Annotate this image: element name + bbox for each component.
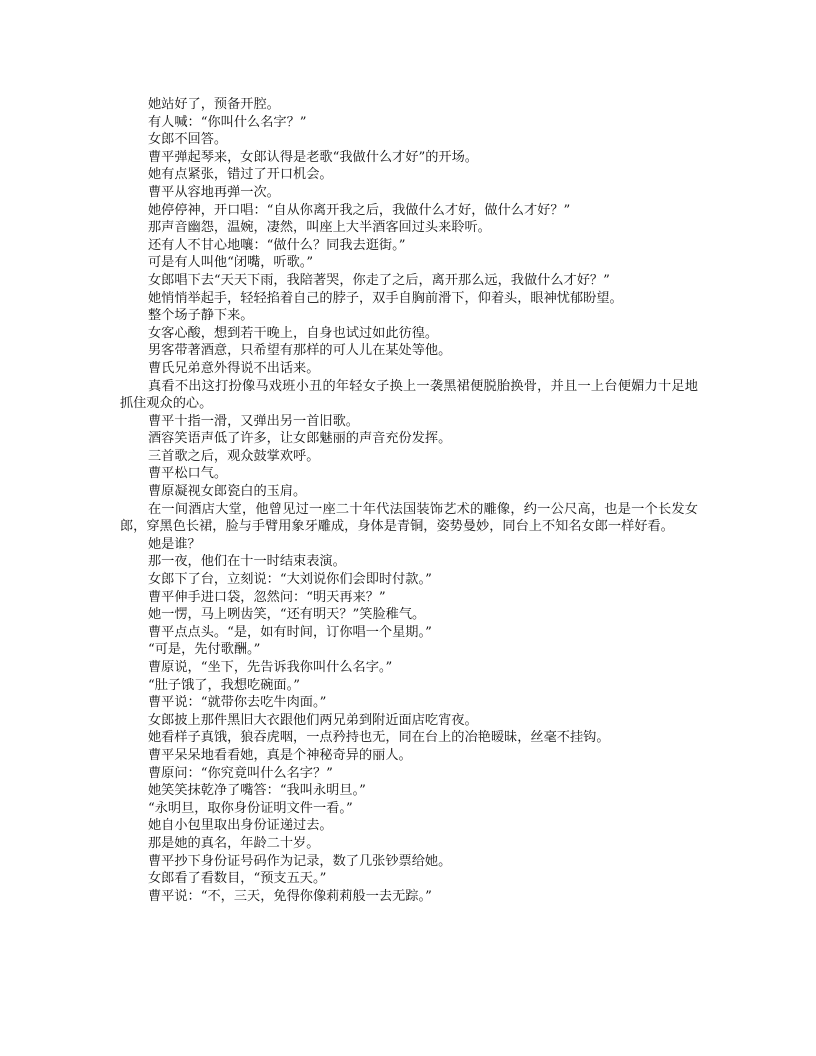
paragraph: 曹平呆呆地看看她，真是个神秘奇异的丽人。 <box>148 747 412 763</box>
paragraph: “可是，先付歌酬。” <box>148 642 261 658</box>
paragraph: 可是有人叫他“闭嘴，听歌。” <box>148 255 314 271</box>
paragraph: 女客心酸，想到若干晚上，自身也试过如此彷徨。 <box>148 325 439 341</box>
paragraph: 她笑笑抹乾净了嘴答：“我叫永明旦。” <box>148 783 366 799</box>
paragraph: 整个场子静下来。 <box>148 308 254 324</box>
paragraph: 曹氏兄弟意外得说不出话来。 <box>148 360 320 376</box>
paragraph: 酒容笑语声低了许多，让女郎魅丽的声音充份发挥。 <box>148 431 452 447</box>
paragraph: 女郎看了看数目，“预支五天。” <box>148 871 327 887</box>
paragraph: 她有点紧张，错过了开口机会。 <box>148 167 333 183</box>
paragraph: 还有人不甘心地嚷：“做什么？同我去逛街。” <box>148 237 406 253</box>
paragraph: 有人喊：“你叫什么名字？” <box>148 114 307 130</box>
paragraph: 女郎不回答。 <box>148 132 228 148</box>
paragraph: 她一愣，马上咧齿笑，“还有明天？”笑脸稚气。 <box>148 607 426 623</box>
document-page <box>120 96 698 905</box>
paragraph: 女郎下了台，立刻说：“大刘说你们会即时付款。” <box>148 572 432 588</box>
paragraph: 曹平伸手进口袋，忽然问：“明天再来？” <box>148 589 386 605</box>
paragraph: 曹原说，“坐下，先告诉我你叫什么名字。” <box>148 660 393 675</box>
paragraph: 她悄悄举起手，轻轻掐着自己的脖子，双手自胸前滑下，仰着头，眼神忧郁盼望。 <box>148 290 623 306</box>
paragraph: 她看样子真饿，狼吞虎咽，一点矜持也无，同在台上的冶艳暧昧，丝毫不挂钩。 <box>148 730 610 746</box>
paragraph: 曹平从容地再弹一次。 <box>148 184 280 200</box>
paragraph: 那声音幽怨，温婉，凄然，叫座上大半酒客回过头来聆听。 <box>148 220 491 236</box>
paragraph: 曹平抄下身份证号码作为记录，数了几张钞票给她。 <box>148 853 452 869</box>
paragraph: 在一间酒店大堂，他曾见过一座二十年代法国装饰艺术的雕像，约一公尺高，也是一个长发女郎，穿黑色长裙，脸与手臂用象牙雕成，身体是青铜，姿势曼妙，同台上不知名女郎一样好看。 <box>120 501 698 535</box>
paragraph: “肚子饿了，我想吃碗面。” <box>148 677 300 693</box>
paragraph: 女郎唱下去“天天下雨，我陪著哭，你走了之后，离开那么远，我做什么才好？” <box>148 272 610 288</box>
paragraph: 她站好了，预备开腔。 <box>148 97 280 112</box>
paragraph: 真看不出这打扮像马戏班小丑的年轻女子换上一袭黑裙便脱胎换骨，并且一上台便媚力十足地抓住观众的心。 <box>120 378 698 412</box>
paragraph: 曹平说：“就带你去吃牛肉面。” <box>148 695 327 711</box>
paragraph: 曹平点点头。“是，如有时间，订你唱一个星期。” <box>148 624 432 640</box>
paragraph: 那一夜，他们在十一时结束表演。 <box>148 554 346 570</box>
paragraph: 她自小包里取出身份证递过去。 <box>148 818 333 834</box>
paragraph: 她是谁？ <box>148 536 201 552</box>
paragraph: 三首歌之后，观众鼓掌欢呼。 <box>148 448 320 464</box>
paragraph: 曹原凝视女郎瓷白的玉肩。 <box>148 484 307 500</box>
paragraph: 曹平松口气。 <box>148 466 228 482</box>
paragraph: 曹平十指一滑，又弹出另一首旧歌。 <box>148 413 359 429</box>
paragraph: 她停停神，开口唱：“自从你离开我之后，我做什么才好，做什么才好？” <box>148 202 571 218</box>
paragraph: “永明旦，取你身份证明文件一看。” <box>148 800 353 816</box>
paragraph: 曹原问：“你究竟叫什么名字？” <box>148 765 333 781</box>
paragraph: 曹平说：“不，三天，免得你像莉莉般一去无踪。” <box>148 888 432 904</box>
paragraph: 男客带著酒意，只希望有那样的可人儿在某处等他。 <box>148 343 452 359</box>
paragraph: 女郎披上那件黑旧大衣跟他们两兄弟到附近面店吃宵夜。 <box>148 712 478 728</box>
paragraph: 曹平弹起琴来，女郎认得是老歌“我做什么才好”的开场。 <box>148 149 478 165</box>
paragraph: 那是她的真名，年龄二十岁。 <box>148 835 320 851</box>
